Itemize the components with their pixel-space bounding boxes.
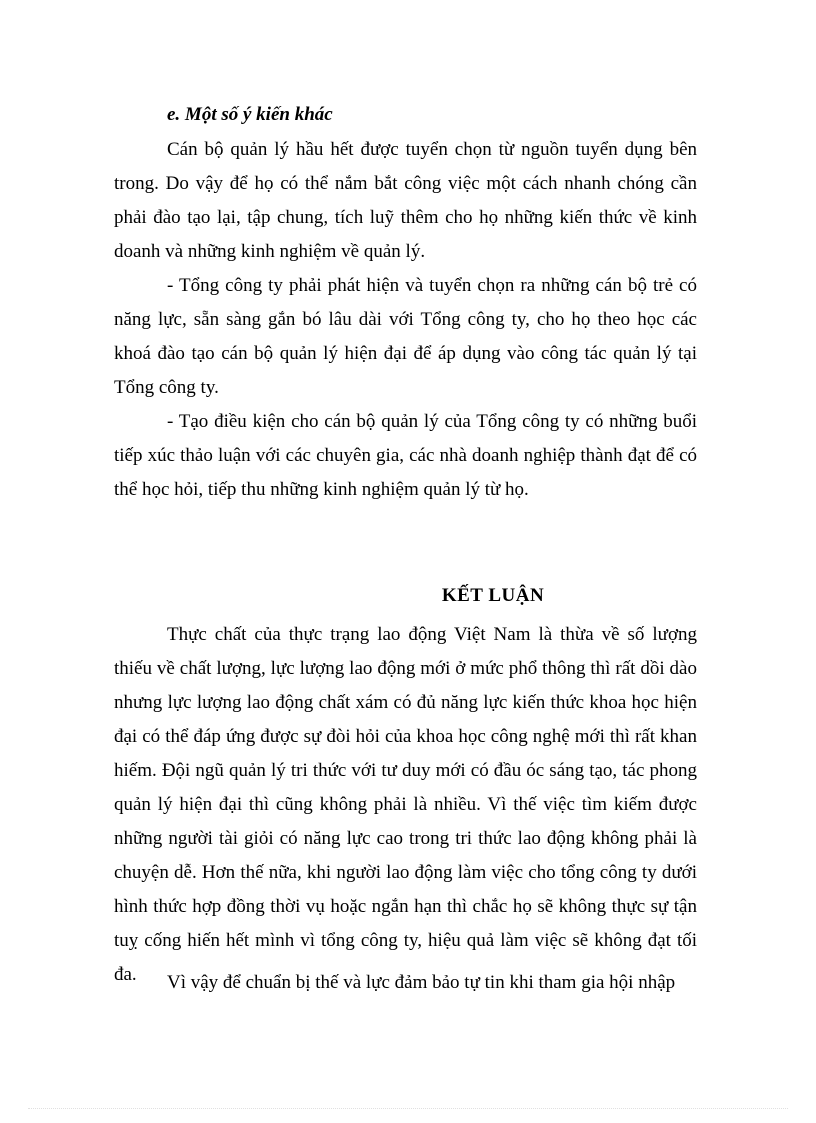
section-heading: e. Một số ý kiến khác (167, 104, 333, 125)
paragraph-expert-discussions: - Tạo điều kiện cho cán bộ quản lý của Tổng công ty có những buổi tiếp xúc thảo luận với các chuyên gia, các nhà doanh nghiệp thành đạt để có thể học hỏi, tiếp thu những kinh nghiệm quản lý từ họ. (114, 411, 697, 500)
paragraph-conclusion-main: Thực chất của thực trạng lao động Việt Nam là thừa về số lượng thiếu về chất lượng, lực lượng lao động mới ở mức phổ thông thì rất dồi dào nhưng lực lượng lao động chất xám có đủ năng lực kiến thức khoa học hiện đại có thể đáp ứng được sự đòi hỏi của khoa học công nghệ mới thì rất khan hiếm. Đội ngũ quản lý tri thức với tư duy mới có đầu óc sáng tạo, tác phong quản lý hiện đại thì cũng không phải là nhiều. Vì thế việc tìm kiếm được những người tài giỏi có năng lực cao trong tri thức lao động không phải là chuyện dễ. Hơn thế nữa, khi người lao động làm việc cho tổng công ty dưới hình thức hợp đồng thời vụ hoặc ngắn hạn thì chắc họ sẽ không thực sự tận tuỵ cống hiến hết mình vì tổng công ty, hiệu quả làm việc sẽ không đạt tối đa. (114, 624, 697, 985)
page-bottom-divider (28, 1108, 788, 1109)
paragraph-young-cadres: - Tổng công ty phải phát hiện và tuyển chọn ra những cán bộ trẻ có năng lực, sẵn sàng gắn bó lâu dài với Tổng công ty, cho họ theo học các khoá đào tạo cán bộ quản lý hiện đại để áp dụng vào công tác quản lý tại Tổng công ty. (114, 275, 697, 398)
conclusion-title: KẾT LUẬN (441, 585, 545, 606)
paragraph-conclusion-closing: Vì vậy để chuẩn bị thế và lực đảm bảo tự tin khi tham gia hội nhập (167, 972, 676, 993)
paragraph-recruitment-training: Cán bộ quản lý hầu hết được tuyển chọn từ nguồn tuyển dụng bên trong. Do vậy để họ có thể nắm bắt công việc một cách nhanh chóng cần phải đào tạo lại, tập chung, tích luỹ thêm cho họ những kiến thức về kinh doanh và những kinh nghiệm về quản lý. (114, 139, 697, 262)
